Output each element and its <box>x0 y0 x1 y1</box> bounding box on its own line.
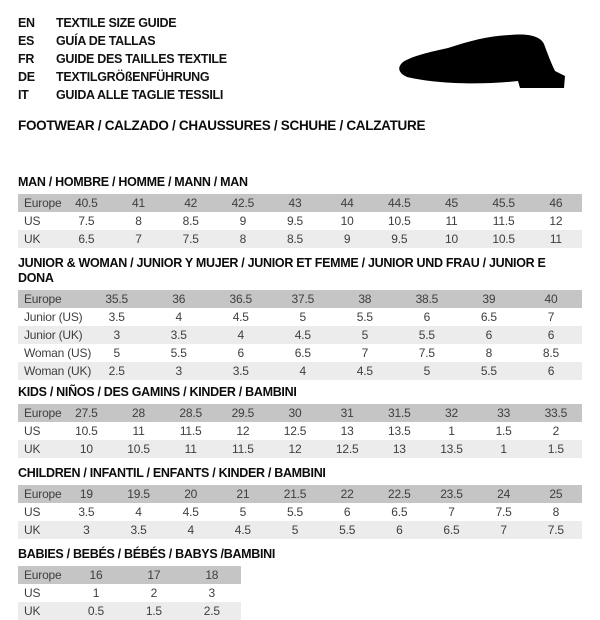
size-value-cell: 11 <box>165 440 217 458</box>
size-value-cell: 11 <box>530 230 582 248</box>
size-value-cell: 31 <box>321 404 373 422</box>
size-value-cell: 7.5 <box>78 214 95 228</box>
table-row <box>18 602 241 620</box>
size-value-cell: 29.5 <box>217 404 269 422</box>
row-label: UK <box>18 602 67 620</box>
size-value-cell: 5.5 <box>286 505 304 519</box>
size-value-cell: 36.5 <box>210 290 272 308</box>
size-value-cell: 10.5 <box>388 214 411 228</box>
table-row <box>18 521 582 539</box>
size-value-cell: 45 <box>425 194 477 212</box>
row-label: Europe <box>18 485 60 503</box>
table-row <box>18 584 241 602</box>
size-value-cell: 8.5 <box>182 214 199 228</box>
size-value-cell: 42 <box>165 194 217 212</box>
size-value-cell: 10 <box>425 230 477 248</box>
table-title: MAN / HOMBRE / HOMME / MANN / MAN <box>18 175 248 189</box>
size-value-cell: 5.5 <box>321 521 373 539</box>
size-value-cell: 6 <box>373 521 425 539</box>
size-value-cell: 8 <box>217 230 269 248</box>
table-row <box>18 503 582 521</box>
size-value-cell: 12.5 <box>321 440 373 458</box>
size-value-cell: 7 <box>547 310 555 324</box>
size-value-cell: 4.5 <box>182 505 199 519</box>
size-value-cell: 18 <box>183 566 241 584</box>
size-value-cell: 39 <box>458 290 520 308</box>
size-value-cell: 11 <box>132 424 145 438</box>
category-heading: FOOTWEAR / CALZADO / CHAUSSURES / SCHUHE / CALZATURE <box>18 118 426 133</box>
size-value-cell: 23.5 <box>425 485 477 503</box>
size-value-cell: 6 <box>520 362 582 380</box>
language-code: EN <box>18 16 35 30</box>
size-value-cell: 3.5 <box>148 326 210 344</box>
size-value-cell: 17 <box>125 566 183 584</box>
row-label: Junior (UK) <box>18 326 86 344</box>
size-value-cell: 10 <box>60 440 112 458</box>
size-table <box>18 485 582 539</box>
size-value-cell: 28 <box>112 404 164 422</box>
size-value-cell: 22 <box>321 485 373 503</box>
table-row <box>18 344 582 362</box>
size-value-cell: 10.5 <box>478 230 530 248</box>
size-value-cell: 2 <box>552 424 560 438</box>
row-label: UK <box>18 440 60 458</box>
size-value-cell: 40.5 <box>60 194 112 212</box>
size-value-cell: 6 <box>343 505 351 519</box>
row-label: Europe <box>18 404 60 422</box>
size-value-cell: 12 <box>236 424 250 438</box>
size-value-cell: 38 <box>334 290 396 308</box>
size-value-cell: 10.5 <box>112 440 164 458</box>
size-table <box>18 404 582 458</box>
row-label: UK <box>18 521 60 539</box>
size-value-cell: 5.5 <box>396 326 458 344</box>
size-value-cell: 3.5 <box>108 310 125 324</box>
table-title: JUNIOR & WOMAN / JUNIOR Y MUJER / JUNIOR ET FEMME / JUNIOR UND FRAU / JUNIOR E DONA <box>18 256 546 285</box>
size-value-cell: 11.5 <box>179 424 202 438</box>
shoe-silhouette-path <box>399 34 565 88</box>
language-code: FR <box>18 52 35 66</box>
size-table <box>18 566 241 620</box>
size-value-cell: 3.5 <box>112 521 164 539</box>
language-code: IT <box>18 88 29 102</box>
size-value-cell: 20 <box>165 485 217 503</box>
size-value-cell: 1 <box>478 440 530 458</box>
size-value-cell: 22.5 <box>373 485 425 503</box>
size-value-cell: 7 <box>361 346 369 360</box>
size-value-cell: 3 <box>86 326 148 344</box>
size-value-cell: 3.5 <box>78 505 95 519</box>
table-row <box>18 326 582 344</box>
size-value-cell: 27.5 <box>60 404 112 422</box>
table-title: CHILDREN / INFANTIL / ENFANTS / KINDER / BAMBINI <box>18 466 326 480</box>
size-value-cell: 6.5 <box>294 346 311 360</box>
language-row-en <box>18 14 582 32</box>
size-value-cell: 13 <box>373 440 425 458</box>
size-value-cell: 1.5 <box>495 424 512 438</box>
table-title: KIDS / NIÑOS / DES GAMINS / KINDER / BAMBINI <box>18 385 297 399</box>
size-value-cell: 13.5 <box>425 440 477 458</box>
size-value-cell: 7.5 <box>530 521 582 539</box>
size-value-cell: 6 <box>423 310 431 324</box>
size-value-cell: 1 <box>92 586 100 600</box>
size-value-cell: 5 <box>113 346 120 360</box>
language-label: TEXTILE SIZE GUIDE <box>56 16 177 30</box>
size-table-section <box>18 466 582 539</box>
size-value-cell: 6.5 <box>425 521 477 539</box>
size-value-cell: 5 <box>396 362 458 380</box>
size-value-cell: 4 <box>210 326 272 344</box>
size-value-cell: 19 <box>60 485 112 503</box>
size-value-cell: 9.5 <box>286 214 304 228</box>
row-label: Junior (US) <box>24 310 83 324</box>
size-value-cell: 33 <box>478 404 530 422</box>
size-value-cell: 9.5 <box>373 230 425 248</box>
size-value-cell: 35.5 <box>86 290 148 308</box>
table-row <box>18 230 582 248</box>
row-label: Europe <box>18 290 86 308</box>
size-value-cell: 24 <box>478 485 530 503</box>
size-value-cell: 4.5 <box>232 310 249 324</box>
size-value-cell: 46 <box>530 194 582 212</box>
size-value-cell: 5.5 <box>356 310 373 324</box>
size-value-cell: 6 <box>520 326 582 344</box>
row-label: US <box>24 214 41 228</box>
size-value-cell: 13 <box>340 424 354 438</box>
size-value-cell: 5.5 <box>170 346 187 360</box>
size-value-cell: 6 <box>237 346 244 360</box>
size-value-cell: 1.5 <box>530 440 582 458</box>
language-code: DE <box>18 70 35 84</box>
size-value-cell: 4.5 <box>272 326 334 344</box>
size-value-cell: 4.5 <box>334 362 396 380</box>
size-value-cell: 9 <box>239 214 247 228</box>
size-value-cell: 9 <box>321 230 373 248</box>
row-label: Europe <box>18 194 60 212</box>
size-value-cell: 5 <box>299 310 307 324</box>
size-value-cell: 8.5 <box>269 230 321 248</box>
row-label: US <box>24 424 41 438</box>
table-row <box>18 485 582 503</box>
size-value-cell: 44 <box>321 194 373 212</box>
size-value-cell: 5.5 <box>458 362 520 380</box>
size-value-cell: 21 <box>217 485 269 503</box>
table-row <box>18 308 582 326</box>
size-value-cell: 3 <box>208 586 216 600</box>
size-value-cell: 7.5 <box>495 505 512 519</box>
size-value-cell: 19.5 <box>112 485 164 503</box>
size-value-cell: 10.5 <box>75 424 98 438</box>
row-label: Europe <box>18 566 67 584</box>
size-value-cell: 5 <box>334 326 396 344</box>
size-table <box>18 194 582 248</box>
language-label: GUIDE DES TAILLES TEXTILE <box>56 52 227 66</box>
row-label: Woman (UK) <box>18 362 86 380</box>
table-row <box>18 362 582 380</box>
size-value-cell: 4 <box>135 505 142 519</box>
size-value-cell: 11.5 <box>217 440 269 458</box>
size-value-cell: 7.5 <box>418 346 435 360</box>
table-row <box>18 212 582 230</box>
size-value-cell: 10 <box>340 214 354 228</box>
size-value-cell: 2.5 <box>86 362 148 380</box>
size-value-cell: 4 <box>165 521 217 539</box>
size-value-cell: 16 <box>67 566 125 584</box>
size-value-cell: 8 <box>485 346 493 360</box>
size-value-cell: 43 <box>269 194 321 212</box>
size-table-section <box>18 547 582 620</box>
size-value-cell: 3.5 <box>210 362 272 380</box>
table-row <box>18 194 582 212</box>
size-value-cell: 44.5 <box>373 194 425 212</box>
size-value-cell: 31.5 <box>373 404 425 422</box>
size-value-cell: 12 <box>269 440 321 458</box>
size-value-cell: 1 <box>448 424 455 438</box>
size-tables <box>18 175 582 620</box>
size-value-cell: 2 <box>150 586 158 600</box>
size-value-cell: 1.5 <box>125 602 183 620</box>
size-value-cell: 7 <box>478 521 530 539</box>
size-value-cell: 6.5 <box>60 230 112 248</box>
row-label: Woman (US) <box>24 346 92 360</box>
size-value-cell: 3 <box>60 521 112 539</box>
table-row <box>18 404 582 422</box>
table-row <box>18 566 241 584</box>
size-value-cell: 3 <box>148 362 210 380</box>
size-value-cell: 0.5 <box>67 602 125 620</box>
table-row <box>18 290 582 308</box>
size-value-cell: 40 <box>520 290 582 308</box>
size-value-cell: 41 <box>112 194 164 212</box>
size-value-cell: 8.5 <box>542 346 559 360</box>
size-value-cell: 7.5 <box>165 230 217 248</box>
size-value-cell: 30 <box>269 404 321 422</box>
language-code: ES <box>18 34 35 48</box>
size-value-cell: 7 <box>448 505 455 519</box>
size-value-cell: 12 <box>549 214 563 228</box>
language-label: GUÍA DE TALLAS <box>56 34 156 48</box>
row-label: US <box>24 505 41 519</box>
size-value-cell: 8 <box>135 214 142 228</box>
size-value-cell: 38.5 <box>396 290 458 308</box>
size-value-cell: 33.5 <box>530 404 582 422</box>
size-value-cell: 13.5 <box>388 424 411 438</box>
size-value-cell: 6.5 <box>391 505 408 519</box>
size-value-cell: 37.5 <box>272 290 334 308</box>
table-title: BABIES / BEBÉS / BÉBÉS / BABYS /BAMBINI <box>18 547 276 561</box>
row-label: US <box>24 586 41 600</box>
size-value-cell: 11.5 <box>492 214 515 228</box>
size-value-cell: 4 <box>272 362 334 380</box>
size-value-cell: 45.5 <box>478 194 530 212</box>
size-table-section <box>18 385 582 458</box>
size-value-cell: 11 <box>445 214 458 228</box>
table-row <box>18 422 582 440</box>
language-label: GUIDA ALLE TAGLIE TESSILI <box>56 88 224 102</box>
size-value-cell: 28.5 <box>165 404 217 422</box>
size-value-cell: 42.5 <box>217 194 269 212</box>
size-table-section <box>18 175 582 248</box>
size-value-cell: 6 <box>458 326 520 344</box>
size-value-cell: 7 <box>112 230 164 248</box>
size-value-cell: 12.5 <box>283 424 307 438</box>
size-table-section <box>18 256 582 380</box>
dress-shoe-icon <box>396 33 572 95</box>
size-value-cell: 6.5 <box>480 310 497 324</box>
size-value-cell: 36 <box>148 290 210 308</box>
size-value-cell: 4 <box>175 310 182 324</box>
table-row <box>18 440 582 458</box>
language-label: TEXTILGRÖßENFÜHRUNG <box>56 70 210 84</box>
size-value-cell: 32 <box>425 404 477 422</box>
size-value-cell: 8 <box>552 505 560 519</box>
size-value-cell: 21.5 <box>269 485 321 503</box>
size-value-cell: 5 <box>239 505 247 519</box>
row-label: UK <box>18 230 60 248</box>
size-value-cell: 5 <box>269 521 321 539</box>
size-table <box>18 290 582 380</box>
size-value-cell: 4.5 <box>217 521 269 539</box>
size-value-cell: 25 <box>530 485 582 503</box>
size-value-cell: 2.5 <box>183 602 241 620</box>
